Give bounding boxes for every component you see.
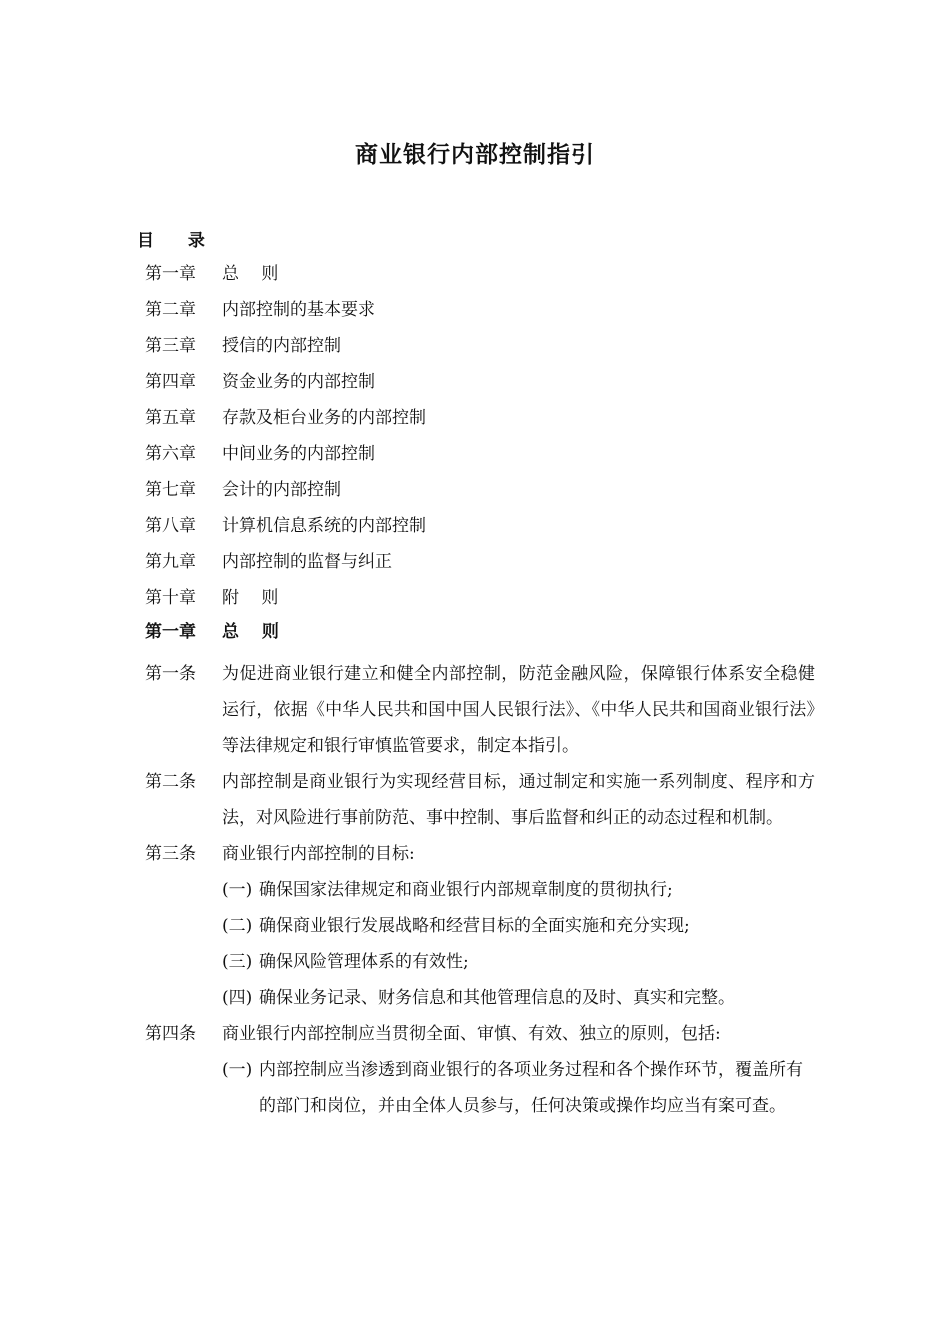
item-text: 确保国家法律规定和商业银行内部规章制度的贯彻执行;	[259, 880, 673, 900]
article-3-item	[222, 872, 815, 908]
toc-item-title: 资金业务的内部控制	[222, 372, 375, 392]
toc-heading: 目 录	[137, 231, 219, 251]
toc-item	[145, 262, 426, 298]
article-2	[145, 764, 815, 836]
article-text: 为促进商业银行建立和健全内部控制，防范金融风险，保障银行体系安全稳健运行，依据《中华人民共和国中国人民银行法》、《中华人民共和国商业银行法》等法律规定和银行审慎监管要求，制定本指引。	[222, 664, 815, 756]
article-text: 商业银行内部控制的目标:	[222, 844, 415, 864]
article-text: 内部控制是商业银行为实现经营目标，通过制定和实施一系列制度、程序和方法，对风险进行事前防范、事中控制、事后监督和纠正的动态过程和机制。	[222, 772, 815, 828]
toc-item-title: 存款及柜台业务的内部控制	[222, 408, 426, 428]
toc-item-title: 附 则	[222, 588, 279, 608]
toc-item	[145, 514, 426, 550]
article-3-item	[222, 944, 815, 980]
toc-item-title: 授信的内部控制	[222, 336, 341, 356]
item-number: (一)	[222, 1060, 253, 1080]
table-of-contents	[145, 262, 426, 622]
toc-item-number: 第一章	[145, 264, 196, 284]
toc-item	[145, 478, 426, 514]
toc-item-title: 会计的内部控制	[222, 480, 341, 500]
toc-item-number: 第三章	[145, 336, 196, 356]
toc-item-title: 内部控制的监督与纠正	[222, 552, 392, 572]
articles	[145, 656, 815, 1124]
toc-item-title: 总 则	[222, 264, 279, 284]
item-number: (四)	[222, 988, 253, 1008]
item-text: 确保业务记录、财务信息和其他管理信息的及时、真实和完整。	[259, 988, 735, 1008]
article-3-item	[222, 908, 815, 944]
item-text: 确保风险管理体系的有效性;	[259, 952, 469, 972]
article-number: 第一条	[145, 664, 196, 684]
toc-item-title: 中间业务的内部控制	[222, 444, 375, 464]
article-number: 第三条	[145, 844, 196, 864]
toc-item	[145, 370, 426, 406]
toc-item-number: 第六章	[145, 444, 196, 464]
toc-item-number: 第四章	[145, 372, 196, 392]
toc-item-number: 第十章	[145, 588, 196, 608]
toc-item	[145, 406, 426, 442]
toc-item-number: 第五章	[145, 408, 196, 428]
toc-item	[145, 586, 426, 622]
chapter-title: 总 则	[222, 622, 279, 642]
toc-item	[145, 550, 426, 586]
document-title: 商业银行内部控制指引	[355, 142, 595, 168]
article-3-item	[222, 980, 815, 1016]
chapter-number: 第一章	[145, 622, 196, 642]
chapter-heading	[145, 620, 279, 644]
toc-item-number: 第九章	[145, 552, 196, 572]
toc-item-title: 内部控制的基本要求	[222, 300, 375, 320]
toc-item	[145, 298, 426, 334]
toc-item-number: 第二章	[145, 300, 196, 320]
article-1	[145, 656, 815, 764]
toc-item	[145, 334, 426, 370]
toc-item-number: 第八章	[145, 516, 196, 536]
item-text: 确保商业银行发展战略和经营目标的全面实施和充分实现;	[259, 916, 690, 936]
item-text: 内部控制应当渗透到商业银行的各项业务过程和各个操作环节，覆盖所有的部门和岗位，并由全体人员参与，任何决策或操作均应当有案可查。	[259, 1060, 803, 1116]
article-number: 第四条	[145, 1024, 196, 1044]
toc-item-title: 计算机信息系统的内部控制	[222, 516, 426, 536]
toc-item	[145, 442, 426, 478]
item-number: (三)	[222, 952, 253, 972]
article-text: 商业银行内部控制应当贯彻全面、审慎、有效、独立的原则，包括:	[222, 1024, 721, 1044]
toc-item-number: 第七章	[145, 480, 196, 500]
item-number: (二)	[222, 916, 253, 936]
article-4	[145, 1016, 815, 1052]
article-3	[145, 836, 815, 872]
article-4-item	[222, 1052, 815, 1124]
article-number: 第二条	[145, 772, 196, 792]
item-number: (一)	[222, 880, 253, 900]
